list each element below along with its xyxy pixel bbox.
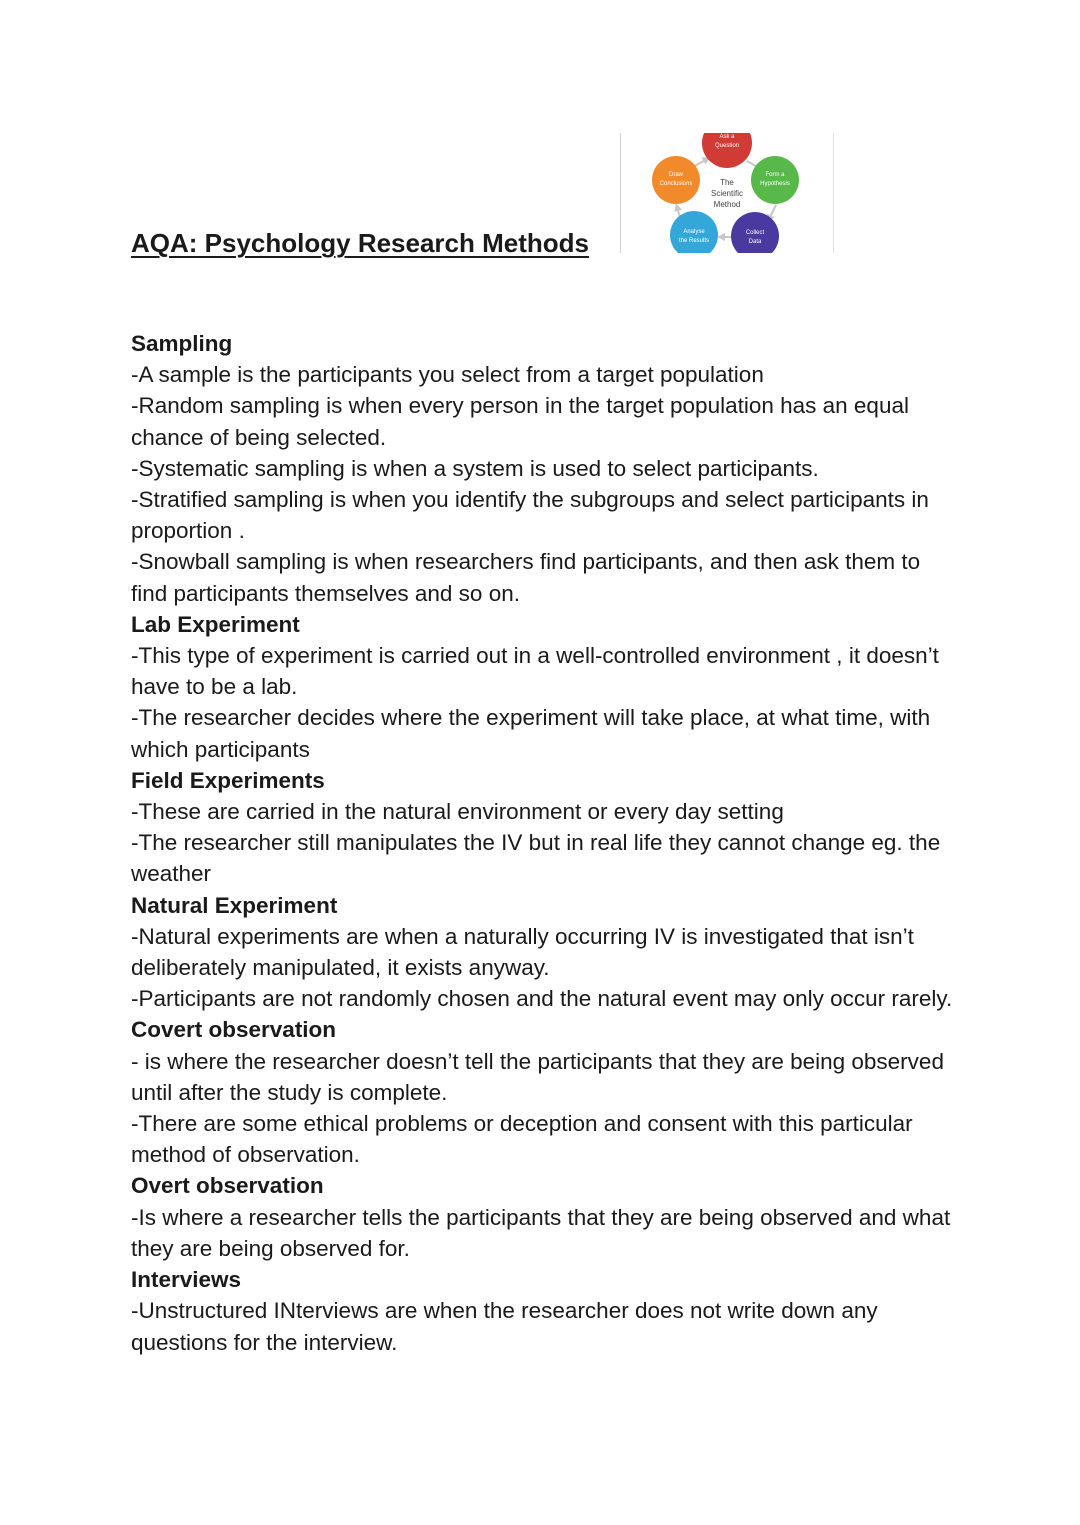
document-body xyxy=(131,328,961,1358)
section-paragraph: -This type of experiment is carried out in a well-controlled environment , it doesn’t have to be a lab. xyxy=(131,643,939,700)
node-collect-data-l1: Collect xyxy=(745,230,765,236)
section-field-experiments xyxy=(131,765,961,890)
section-paragraph: -These are carried in the natural environment or every day setting xyxy=(131,799,784,825)
node-form-hypothesis xyxy=(751,156,799,204)
section-interviews xyxy=(131,1264,961,1358)
node-draw-conclusions-l1: Draw xyxy=(668,172,684,178)
diagram-center-line3: Method xyxy=(713,200,741,209)
section-paragraph: -Random sampling is when every person in the target population has an equal chance of being selected. xyxy=(131,393,909,450)
section-paragraph: - is where the researcher doesn’t tell the participants that they are being observed until after the study is complete. xyxy=(131,1048,944,1105)
scientific-method-diagram xyxy=(620,133,834,253)
cycle-arrow xyxy=(769,205,776,219)
node-collect-data-l2: Data xyxy=(748,239,762,245)
section-heading: Sampling xyxy=(131,331,233,356)
section-paragraph: -Unstructured INterviews are when the researcher does not write down any questions for the interview. xyxy=(131,1298,878,1355)
diagram-center-line1: The xyxy=(720,178,734,187)
node-analyse-results-l1: Analyse xyxy=(683,229,705,235)
section-paragraph: -The researcher decides where the experiment will take place, at what time, with which participants xyxy=(131,705,931,762)
node-draw-conclusions-l2: Conclusions xyxy=(659,181,693,187)
section-natural-experiment xyxy=(131,890,961,1015)
section-lab-experiment xyxy=(131,609,961,765)
section-heading: Lab Experiment xyxy=(131,611,300,637)
document-title: AQA: Psychology Research Methods xyxy=(131,228,589,258)
section-heading: Natural Experiment xyxy=(131,892,338,918)
section-paragraph: -Is where a researcher tells the participants that they are being observed and what they are being observed for. xyxy=(131,1204,951,1261)
section-paragraph: -Participants are not randomly chosen and the natural event may only occur rarely. xyxy=(131,986,953,1012)
scientific-method-cycle-graphic xyxy=(621,133,833,253)
node-analyse-results-l2: the Results xyxy=(678,238,710,244)
node-form-hypothesis-l1: Form a xyxy=(765,172,785,178)
section-paragraph: -Snowball sampling is when researchers find participants, and then ask them to find participants themselves and so on. xyxy=(131,549,921,606)
section-paragraph: -Stratified sampling is when you identify the subgroups and select participants in proportion . xyxy=(131,487,929,544)
section-paragraph: -The researcher still manipulates the IV but in real life they cannot change eg. the weather xyxy=(131,830,941,887)
section-covert-observation xyxy=(131,1014,961,1170)
section-paragraph: -A sample is the participants you select from a target population xyxy=(131,362,764,388)
section-paragraph: -Systematic sampling is when a system is used to select participants. xyxy=(131,455,819,481)
section-heading: Field Experiments xyxy=(131,767,325,793)
node-form-hypothesis-l2: Hypothesis xyxy=(760,181,790,187)
section-sampling xyxy=(131,328,961,609)
node-ask-question-l1: Ask a xyxy=(719,134,735,140)
node-draw-conclusions xyxy=(652,156,700,204)
section-heading: Covert observation xyxy=(131,1017,337,1043)
section-heading: Interviews xyxy=(131,1267,242,1293)
section-heading: Overt observation xyxy=(131,1173,324,1199)
section-paragraph: -Natural experiments are when a naturally occurring IV is investigated that isn’t deliberately manipulated, it exists anyway. xyxy=(131,923,914,981)
section-overt-observation xyxy=(131,1170,961,1264)
section-paragraph: -There are some ethical problems or deception and consent with this particular method of observation. xyxy=(131,1111,913,1168)
node-ask-question-l2: Question xyxy=(714,143,740,149)
diagram-center-line2: Scientific xyxy=(710,189,744,198)
